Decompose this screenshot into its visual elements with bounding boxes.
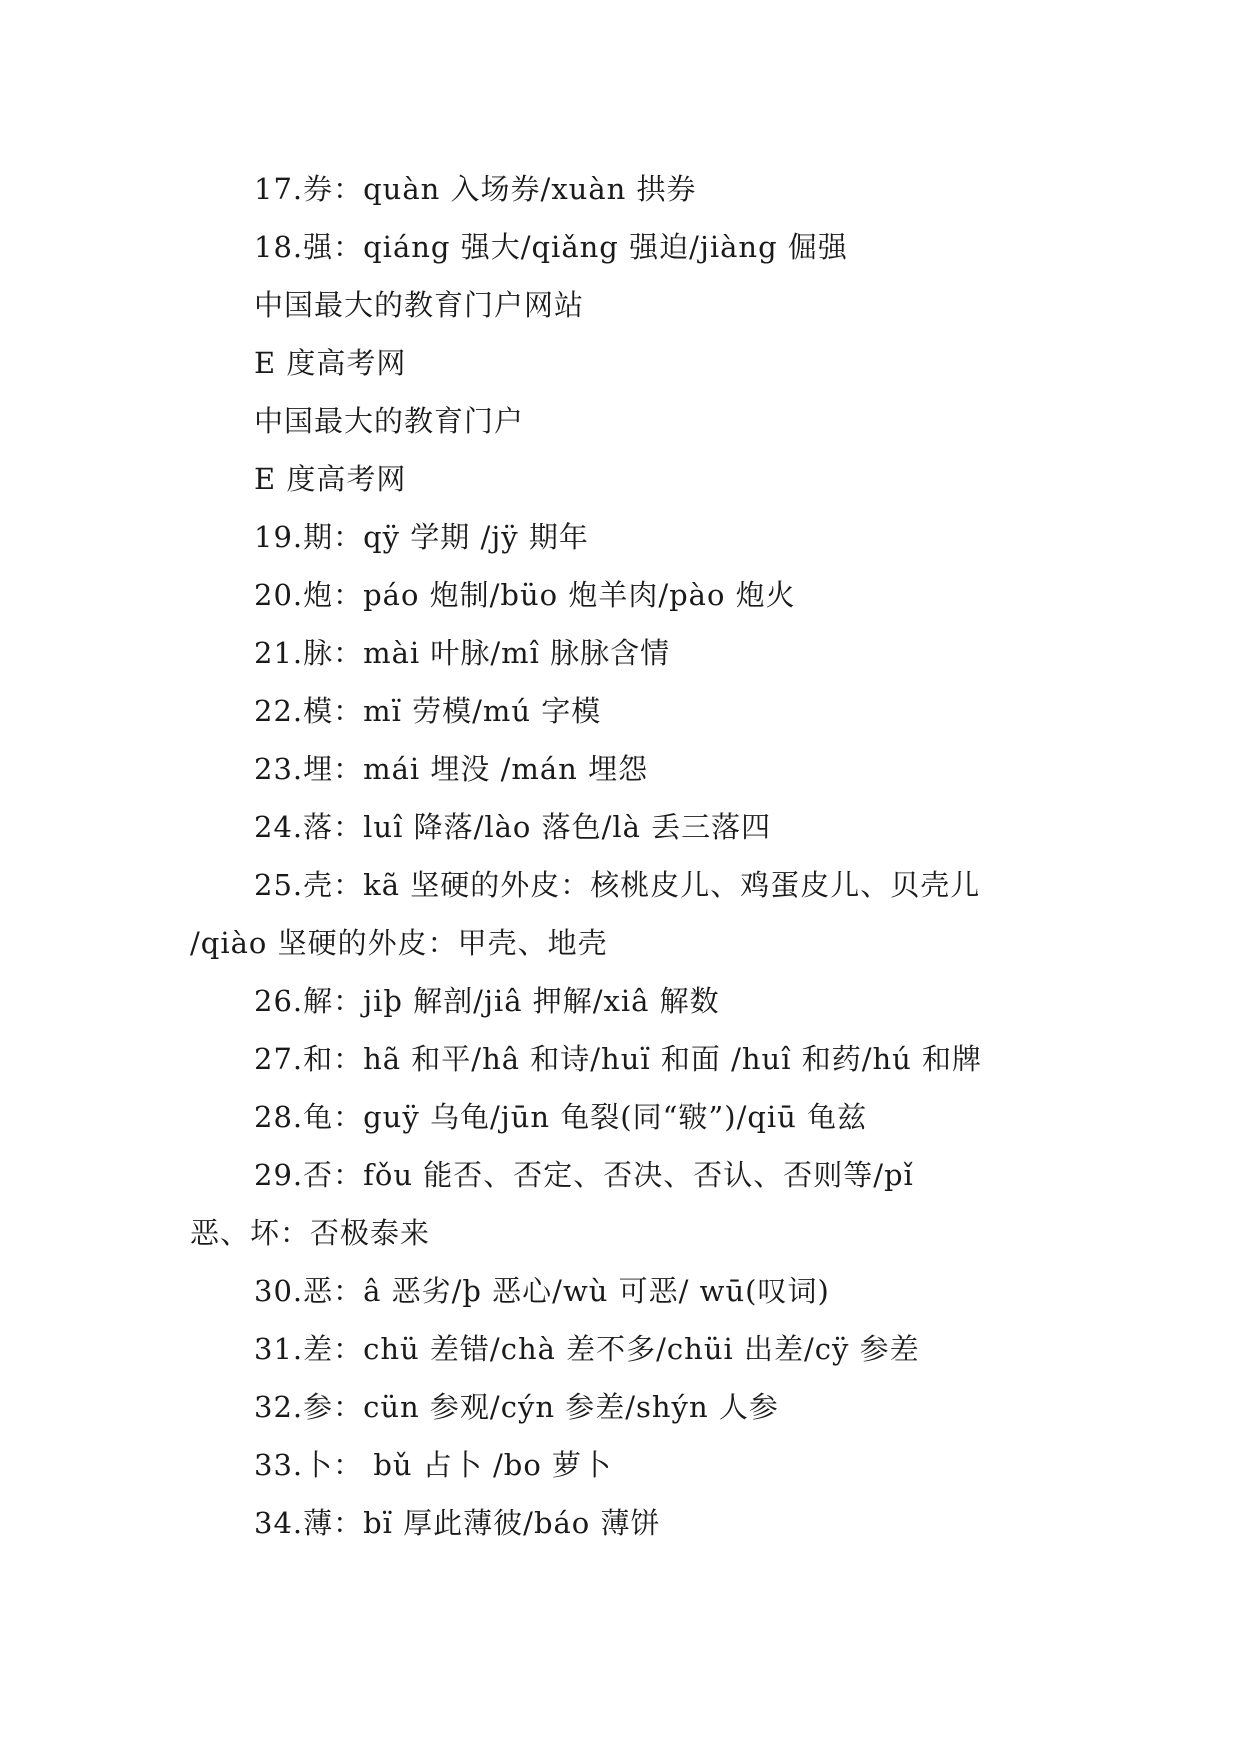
entry-32: 32.参：cün 参观/cýn 参差/shýn 人参: [254, 1390, 779, 1424]
entry-27: 27.和：hã 和平/hâ 和诗/huï 和面 /huî 和药/hú 和牌: [254, 1042, 983, 1076]
entry-24: 24.落：luî 降落/lào 落色/là 丢三落四: [254, 810, 772, 844]
entry-25-continued: /qiào 坚硬的外皮：甲壳、地壳: [190, 926, 608, 960]
entry-21: 21.脉：mài 叶脉/mî 脉脉含情: [254, 636, 671, 670]
entry-17: 17.券：quàn 入场券/xuàn 拱券: [254, 172, 697, 206]
site-name: E 度高考网: [254, 346, 407, 380]
entry-20: 20.炮：páo 炮制/büo 炮羊肉/pào 炮火: [254, 578, 796, 612]
entry-29-continued: 恶、坏：否极泰来: [190, 1216, 431, 1250]
site-slogan: 中国最大的教育门户网站: [254, 288, 585, 322]
entry-34: 34.薄：bï 厚此薄彼/báo 薄饼: [254, 1506, 661, 1540]
entry-18: 18.强：qiáng 强大/qiǎng 强迫/jiàng 倔强: [254, 230, 848, 264]
site-slogan-short: 中国最大的教育门户: [254, 404, 525, 438]
entry-30: 30.恶：â 恶劣/þ 恶心/wù 可恶/ wū(叹词): [254, 1274, 830, 1308]
site-name-repeat: E 度高考网: [254, 462, 407, 496]
entry-31: 31.差：chü 差错/chà 差不多/chüi 出差/cÿ 参差: [254, 1332, 920, 1366]
document-body: [190, 160, 1060, 1552]
entry-22: 22.模：mï 劳模/mú 字模: [254, 694, 602, 728]
entry-29: 29.否：fǒu 能否、否定、否决、否认、否则等/pǐ: [254, 1158, 914, 1192]
entry-33: 33.卜： bǔ 占卜 /bo 萝卜: [254, 1448, 613, 1482]
entry-28: 28.龟：guÿ 乌龟/jūn 龟裂(同“皲”)/qiū 龟兹: [254, 1100, 868, 1134]
entry-26: 26.解：jiþ 解剖/jiâ 押解/xiâ 解数: [254, 984, 720, 1018]
entry-25: 25.壳：kã 坚硬的外皮：核桃皮儿、鸡蛋皮儿、贝壳儿: [254, 868, 981, 902]
entry-23: 23.埋：mái 埋没 /mán 埋怨: [254, 752, 649, 786]
entry-19: 19.期：qÿ 学期 /jÿ 期年: [254, 520, 589, 554]
